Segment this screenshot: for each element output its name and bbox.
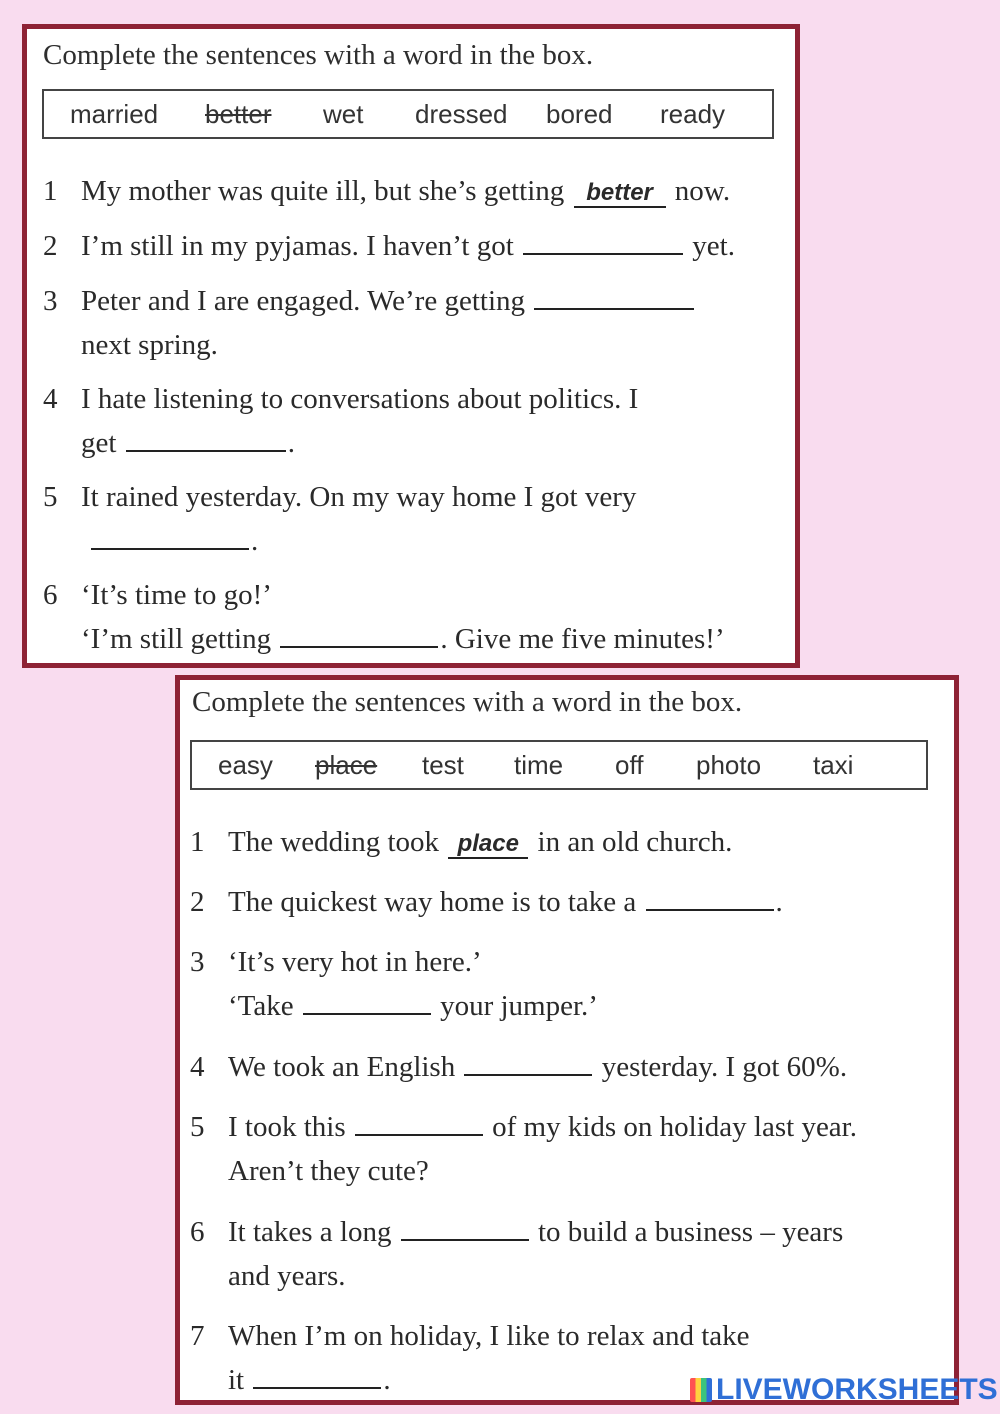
- sentence-text: .: [383, 1364, 391, 1396]
- sentence-text: ‘Take: [228, 990, 301, 1022]
- exercise-panel-1: [22, 24, 800, 668]
- answer-blank[interactable]: [646, 883, 774, 911]
- sentence-text: it: [228, 1364, 252, 1396]
- word-test: test: [422, 749, 464, 780]
- answer-blank[interactable]: [253, 1361, 381, 1389]
- sentence-text: ‘It’s very hot in here.’: [228, 946, 482, 978]
- word-dressed: dressed: [415, 98, 508, 129]
- sentence-text: .: [775, 886, 783, 918]
- sentence-text: My mother was quite ill, but she’s getting: [81, 175, 572, 207]
- question-number: 5: [190, 1111, 205, 1143]
- question-number: 7: [190, 1320, 205, 1352]
- watermark-text: LIVEWORKSHEETS: [716, 1373, 998, 1406]
- answer-blank[interactable]: [280, 620, 438, 648]
- sentence-text: yet.: [685, 230, 735, 262]
- sentence-text: ‘It’s time to go!’: [81, 579, 272, 611]
- word-time: time: [514, 749, 564, 780]
- word-place-crossed: place: [315, 749, 378, 780]
- word-wet: wet: [323, 98, 364, 129]
- sentence-text: I hate listening to conversations about politics. I: [81, 383, 639, 415]
- sentence-text: yesterday. I got 60%.: [594, 1051, 848, 1083]
- word-photo: photo: [696, 749, 762, 780]
- answer-blank[interactable]: [91, 522, 249, 550]
- word-easy: easy: [218, 749, 273, 780]
- sentence-text: .: [251, 525, 259, 557]
- sentence-text: get: [81, 427, 124, 459]
- sentence-text: ‘I’m still getting: [81, 623, 279, 655]
- word-taxi: taxi: [813, 749, 854, 780]
- sentence-text: of my kids on holiday last year.: [484, 1111, 857, 1143]
- sentence-text: I took this: [228, 1111, 353, 1143]
- question-number: 2: [190, 886, 205, 918]
- instruction-text: Complete the sentences with a word in the box.: [43, 39, 594, 71]
- answer-blank[interactable]: [355, 1108, 483, 1136]
- liveworksheets-watermark: [690, 1373, 998, 1407]
- word-box: [190, 740, 928, 790]
- sentence-text: The quickest way home is to take a: [228, 886, 644, 918]
- word-ready: ready: [660, 98, 726, 129]
- question-number: 4: [190, 1051, 205, 1083]
- sentence-text: to build a business – years: [530, 1216, 844, 1248]
- question-number: 6: [43, 579, 58, 611]
- question-number: 3: [43, 285, 58, 317]
- question-number: 4: [43, 383, 58, 415]
- word-better-crossed: better: [205, 98, 272, 129]
- question-number: 1: [190, 826, 205, 858]
- answer-blank-filled: place: [448, 831, 528, 859]
- sentence-text: We took an English: [228, 1051, 463, 1083]
- word-bored: bored: [546, 98, 613, 129]
- answer-blank[interactable]: [303, 987, 431, 1015]
- sentence-text: It takes a long: [228, 1216, 399, 1248]
- answer-blank[interactable]: [126, 424, 286, 452]
- answer-blank-filled: better: [574, 180, 666, 208]
- sentence-text: . Give me five minutes!’: [440, 623, 725, 655]
- sentence-text: When I’m on holiday, I like to relax and take: [228, 1320, 750, 1352]
- instruction-text: Complete the sentences with a word in the box.: [192, 686, 743, 718]
- exercise-panel-2: [175, 675, 959, 1405]
- sentence-text: now.: [667, 175, 731, 207]
- sentence-text: in an old church.: [530, 826, 733, 858]
- sentence-text: I’m still in my pyjamas. I haven’t got: [81, 230, 522, 262]
- sentence-text: and years.: [228, 1260, 346, 1292]
- answer-blank[interactable]: [523, 227, 683, 255]
- sentence-text: The wedding took: [228, 826, 447, 858]
- question-number: 5: [43, 481, 58, 513]
- answer-blank[interactable]: [401, 1213, 529, 1241]
- sentence-text: Peter and I are engaged. We’re getting: [81, 285, 533, 317]
- liveworksheets-logo-icon: [690, 1378, 712, 1402]
- sentence-text: next spring.: [81, 329, 218, 361]
- word-box: [42, 89, 774, 139]
- sentence-text: Aren’t they cute?: [228, 1155, 429, 1187]
- answer-blank[interactable]: [464, 1048, 592, 1076]
- word-off: off: [615, 749, 644, 780]
- question-number: 1: [43, 175, 58, 207]
- word-married: married: [70, 98, 159, 129]
- question-number: 6: [190, 1216, 205, 1248]
- sentence-text: your jumper.’: [432, 990, 598, 1022]
- question-number: 3: [190, 946, 205, 978]
- sentence-text: .: [287, 427, 295, 459]
- question-number: 2: [43, 230, 58, 262]
- answer-blank[interactable]: [534, 282, 694, 310]
- sentence-text: It rained yesterday. On my way home I got very: [81, 481, 637, 513]
